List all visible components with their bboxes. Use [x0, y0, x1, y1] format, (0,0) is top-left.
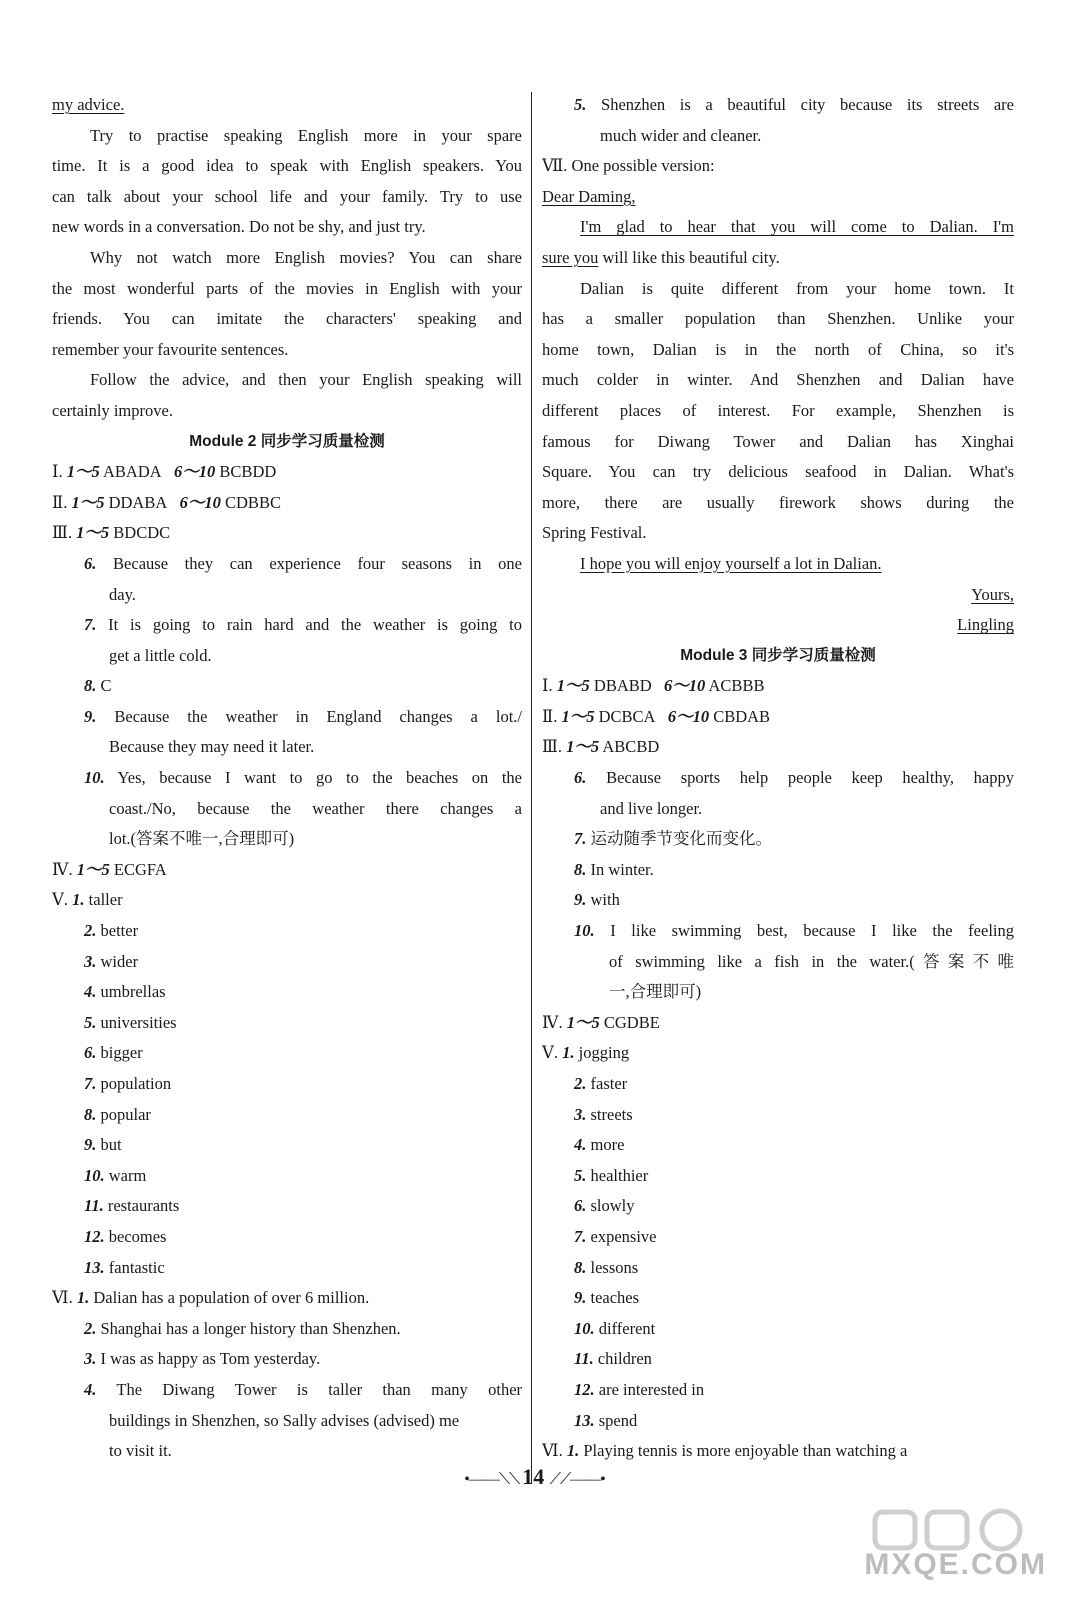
paragraph-line: remember your favourite sentences. — [52, 339, 289, 359]
answer-row: Ⅲ. 1～5 BDCDC — [52, 523, 171, 543]
letter-closing: Yours, — [971, 584, 1014, 604]
letter-line: different places of interest. For example, Shenzhen is — [542, 400, 1014, 420]
answer-row: Ⅳ. 1～5 CGDBE — [542, 1012, 660, 1032]
paragraph-line: Try to practise speaking English more in your spare — [90, 125, 522, 145]
answer-item: 8. In winter. — [574, 859, 654, 879]
letter-line: home town, Dalian is in the north of China, so it's — [542, 339, 1014, 359]
answer-item-cont: Because they may need it later. — [109, 737, 315, 757]
answer-item: 2. Shanghai has a longer history than Shenzhen. — [84, 1318, 401, 1338]
answer-item-cont: to visit it. — [109, 1441, 172, 1461]
answer-item: 2. faster — [574, 1074, 628, 1093]
footer-ornament-right: ⟋⟋——• — [549, 1471, 605, 1488]
answer-item-cont: 一,合理即可) — [609, 982, 702, 1002]
answer-item: 8. C — [84, 676, 112, 696]
paragraph-line: friends. You can imitate the characters' speaking and — [52, 309, 522, 329]
answer-item: 8. popular — [84, 1104, 151, 1124]
answer-item-cont: and live longer. — [600, 798, 703, 818]
paragraph-line: Why not watch more English movies? You can share — [90, 247, 522, 267]
answer-item: 5. Shenzhen is a beautiful city because its streets are — [574, 95, 1014, 114]
answer-item: 13. fantastic — [84, 1257, 165, 1277]
answer-item-cont: get a little cold. — [109, 645, 212, 665]
letter-line: sure you will like this beautiful city. — [542, 247, 780, 267]
letter-line: more, there are usually firework shows during the — [542, 492, 1014, 512]
answer-item-cont: much wider and cleaner. — [600, 125, 762, 145]
answer-item: 5. healthier — [574, 1165, 649, 1185]
answer-row: Ⅵ. 1. Playing tennis is more enjoyable than watching a — [542, 1441, 908, 1461]
answer-item: 12. are interested in — [574, 1379, 705, 1399]
answer-item: 6. Because sports help people keep healthy, happy — [574, 768, 1014, 788]
letter-closing-line: I hope you will enjoy yourself a lot in Dalian. — [580, 553, 882, 573]
answer-row: Ⅴ. 1. jogging — [542, 1043, 630, 1063]
letter-line: has a smaller population than Shenzhen. Unlike your — [542, 309, 1014, 329]
answer-item: 3. streets — [574, 1104, 633, 1124]
paragraph-line: new words in a conversation. Do not be shy, and just try. — [52, 217, 426, 237]
paragraph-line: the most wonderful parts of the movies in English with your — [52, 278, 522, 298]
column-divider — [531, 92, 532, 1484]
letter-line: Dalian is quite different from your home town. It — [580, 278, 1014, 298]
module-3-title: Module 3 同步学习质量检测 — [680, 646, 876, 664]
answer-row: Ⅲ. 1～5 ABCBD — [542, 737, 660, 757]
letter-greeting: Dear Daming, — [542, 186, 636, 206]
answer-item: 5. universities — [84, 1012, 177, 1032]
answer-item: 7. 运动随季节变化而变化。 — [574, 829, 772, 849]
letter-line: much colder in winter. And Shenzhen and Dalian have — [542, 370, 1014, 390]
answer-row: Ⅱ. 1～5 DCBCA 6～10 CBDAB — [542, 706, 771, 726]
answer-row: Ⅱ. 1～5 DDABA 6～10 CDBBC — [52, 492, 281, 512]
paragraph-line: certainly improve. — [52, 400, 173, 420]
answer-row: Ⅵ. 1. Dalian has a population of over 6 million. — [52, 1288, 370, 1308]
module-2-title: Module 2 同步学习质量检测 — [189, 432, 385, 450]
answer-item: 2. better — [84, 921, 139, 941]
answer-item: 4. The Diwang Tower is taller than many other — [84, 1379, 522, 1399]
answer-item-cont: of swimming like a fish in the water.(答案不唯 — [609, 951, 1014, 971]
answer-item: 10. I like swimming best, because I like the feeling — [574, 921, 1014, 941]
page-footer — [0, 1464, 1069, 1490]
answer-item-cont: day. — [109, 584, 136, 604]
letter-line: Spring Festival. — [542, 523, 647, 543]
watermark-text: MXQE.COM — [864, 1548, 1047, 1581]
answer-item: 6. Because they can experience four seasons in one — [84, 553, 522, 573]
answer-item: 6. bigger — [84, 1043, 143, 1063]
answer-item: 8. lessons — [574, 1257, 639, 1277]
letter-line: I'm glad to hear that you will come to Dalian. I'm — [580, 217, 1014, 237]
answer-row: Ⅰ. 1～5 DBABD 6～10 ACBBB — [542, 676, 765, 696]
letter-signature: Lingling — [957, 615, 1014, 635]
answer-row: Ⅴ. 1. taller — [52, 890, 123, 910]
paragraph-line: time. It is a good idea to speak with English speakers. You — [52, 156, 522, 176]
answer-item: 12. becomes — [84, 1226, 167, 1246]
left-column — [52, 90, 522, 1467]
answer-item: 9. with — [574, 890, 620, 910]
answer-item: 9. Because the weather in England changes a lot./ — [84, 706, 522, 726]
answer-item: 6. slowly — [574, 1196, 635, 1216]
answer-item: 10. Yes, because I want to go to the beaches on the — [84, 768, 522, 788]
answer-item-cont: lot.(答案不唯一,合理即可) — [109, 829, 295, 849]
answer-item: 11. restaurants — [84, 1196, 180, 1216]
page-number: 14 — [522, 1464, 545, 1489]
right-column — [542, 90, 1014, 1467]
answer-item-cont: buildings in Shenzhen, so Sally advises (advised) me — [109, 1410, 460, 1430]
answer-item: 9. teaches — [574, 1288, 640, 1308]
paragraph-line: can talk about your school life and your family. Try to use — [52, 186, 522, 206]
answer-row: Ⅳ. 1～5 ECGFA — [52, 859, 167, 879]
footer-ornament-left: •——⟍⟍ — [464, 1471, 523, 1488]
letter-line: famous for Diwang Tower and Dalian has Xinghai — [542, 431, 1014, 451]
answer-item: 11. children — [574, 1349, 652, 1369]
answer-item: 7. expensive — [574, 1226, 657, 1246]
answer-item: 9. but — [84, 1135, 122, 1155]
answer-item: 4. more — [574, 1135, 625, 1155]
answer-row: Ⅰ. 1～5 ABADA 6～10 BCBDD — [52, 462, 277, 482]
answer-item: 10. warm — [84, 1165, 147, 1185]
answer-item: 4. umbrellas — [84, 982, 166, 1002]
answer-item: 7. It is going to rain hard and the weather is going to — [84, 615, 522, 635]
paragraph-line: Follow the advice, and then your English speaking will — [90, 370, 522, 390]
answer-item-cont: coast./No, because the weather there changes a — [109, 798, 522, 818]
answer-row: Ⅶ. One possible version: — [542, 156, 715, 176]
answer-item: 10. different — [574, 1318, 656, 1338]
answer-item: 7. population — [84, 1074, 172, 1093]
answer-item: 3. wider — [84, 951, 139, 971]
answer-item: 3. I was as happy as Tom yesterday. — [84, 1349, 321, 1369]
letter-line: Square. You can try delicious seafood in Dalian. What's — [542, 462, 1014, 482]
advice-tail: my advice. — [52, 95, 125, 114]
answer-item: 13. spend — [574, 1410, 638, 1430]
